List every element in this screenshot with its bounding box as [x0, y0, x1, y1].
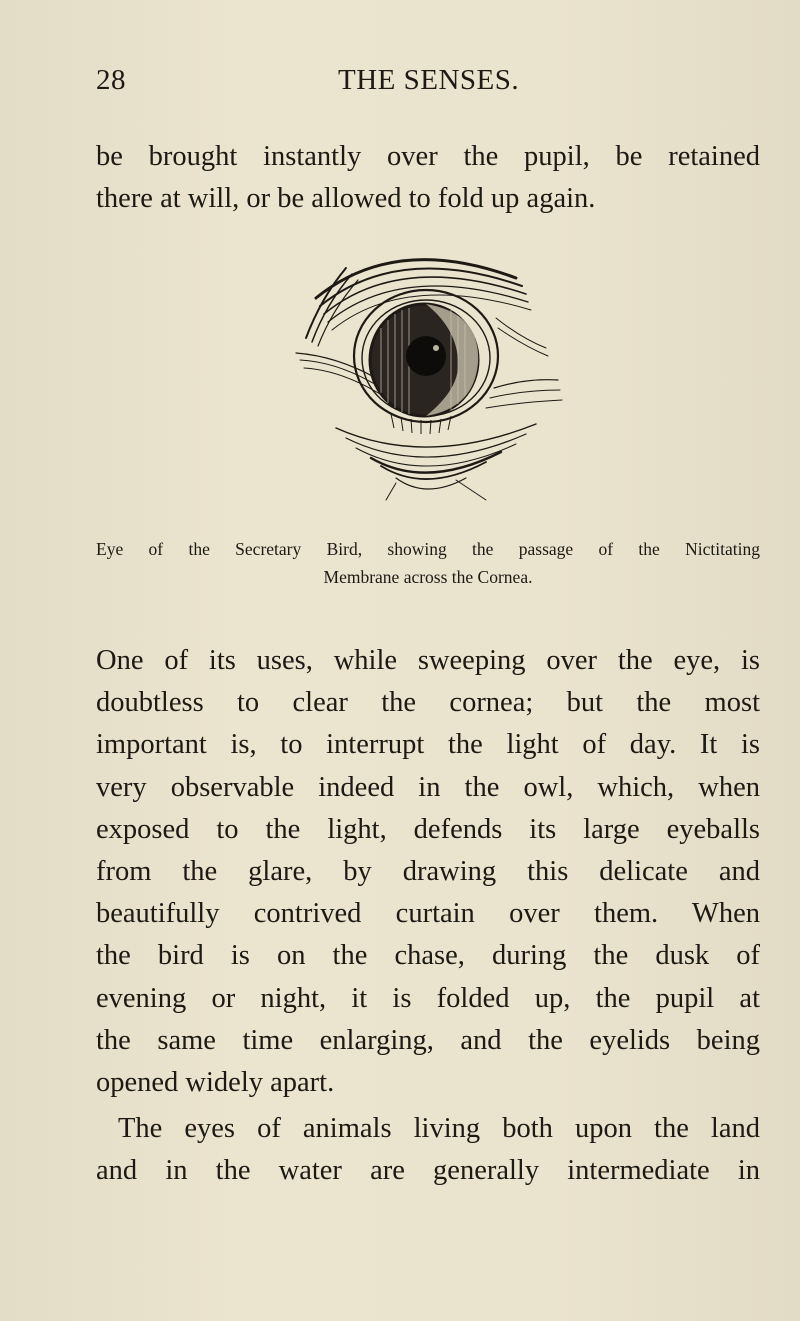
text-line: The eyes of animals living both upon the land — [118, 1113, 760, 1144]
text-line: and in the water are generally intermediate in — [96, 1155, 760, 1187]
figure-caption — [96, 535, 760, 591]
text-line: there at will, or be allowed to fold up again. — [96, 183, 596, 215]
page-number: 28 — [96, 64, 126, 96]
text-line: doubtless to clear the cornea; but the most — [96, 687, 760, 719]
bird-eye-engraving-icon — [276, 238, 576, 506]
text-line: opened widely apart. — [96, 1067, 335, 1099]
text-line: from the glare, by drawing this delicate and — [96, 856, 760, 888]
text-line: the same time enlarging, and the eyelids being — [96, 1024, 760, 1056]
text-line: evening or night, it is folded up, the pupil at — [96, 982, 760, 1014]
caption-line: Membrane across the Cornea. — [323, 567, 533, 587]
text-line: beautifully contrived curtain over them. When — [96, 898, 760, 930]
text-line: exposed to the light, defends its large eyeballs — [96, 813, 760, 845]
paragraph-1 — [96, 136, 760, 220]
text-line: One of its uses, while sweeping over the eye, is — [96, 645, 760, 676]
running-head — [0, 64, 800, 104]
paragraph-3 — [96, 1108, 760, 1192]
running-title: THE SENSES. — [338, 64, 520, 96]
text-line: very observable indeed in the owl, which, when — [96, 771, 760, 803]
text-line: important is, to interrupt the light of day. It is — [96, 729, 760, 761]
caption-line: Eye of the Secretary Bird, showing the passage of the Nictitating — [96, 539, 760, 559]
text-line: the bird is on the chase, during the dusk of — [96, 940, 760, 972]
paragraph-2 — [96, 640, 760, 1104]
text-line: be brought instantly over the pupil, be retained — [96, 141, 760, 172]
